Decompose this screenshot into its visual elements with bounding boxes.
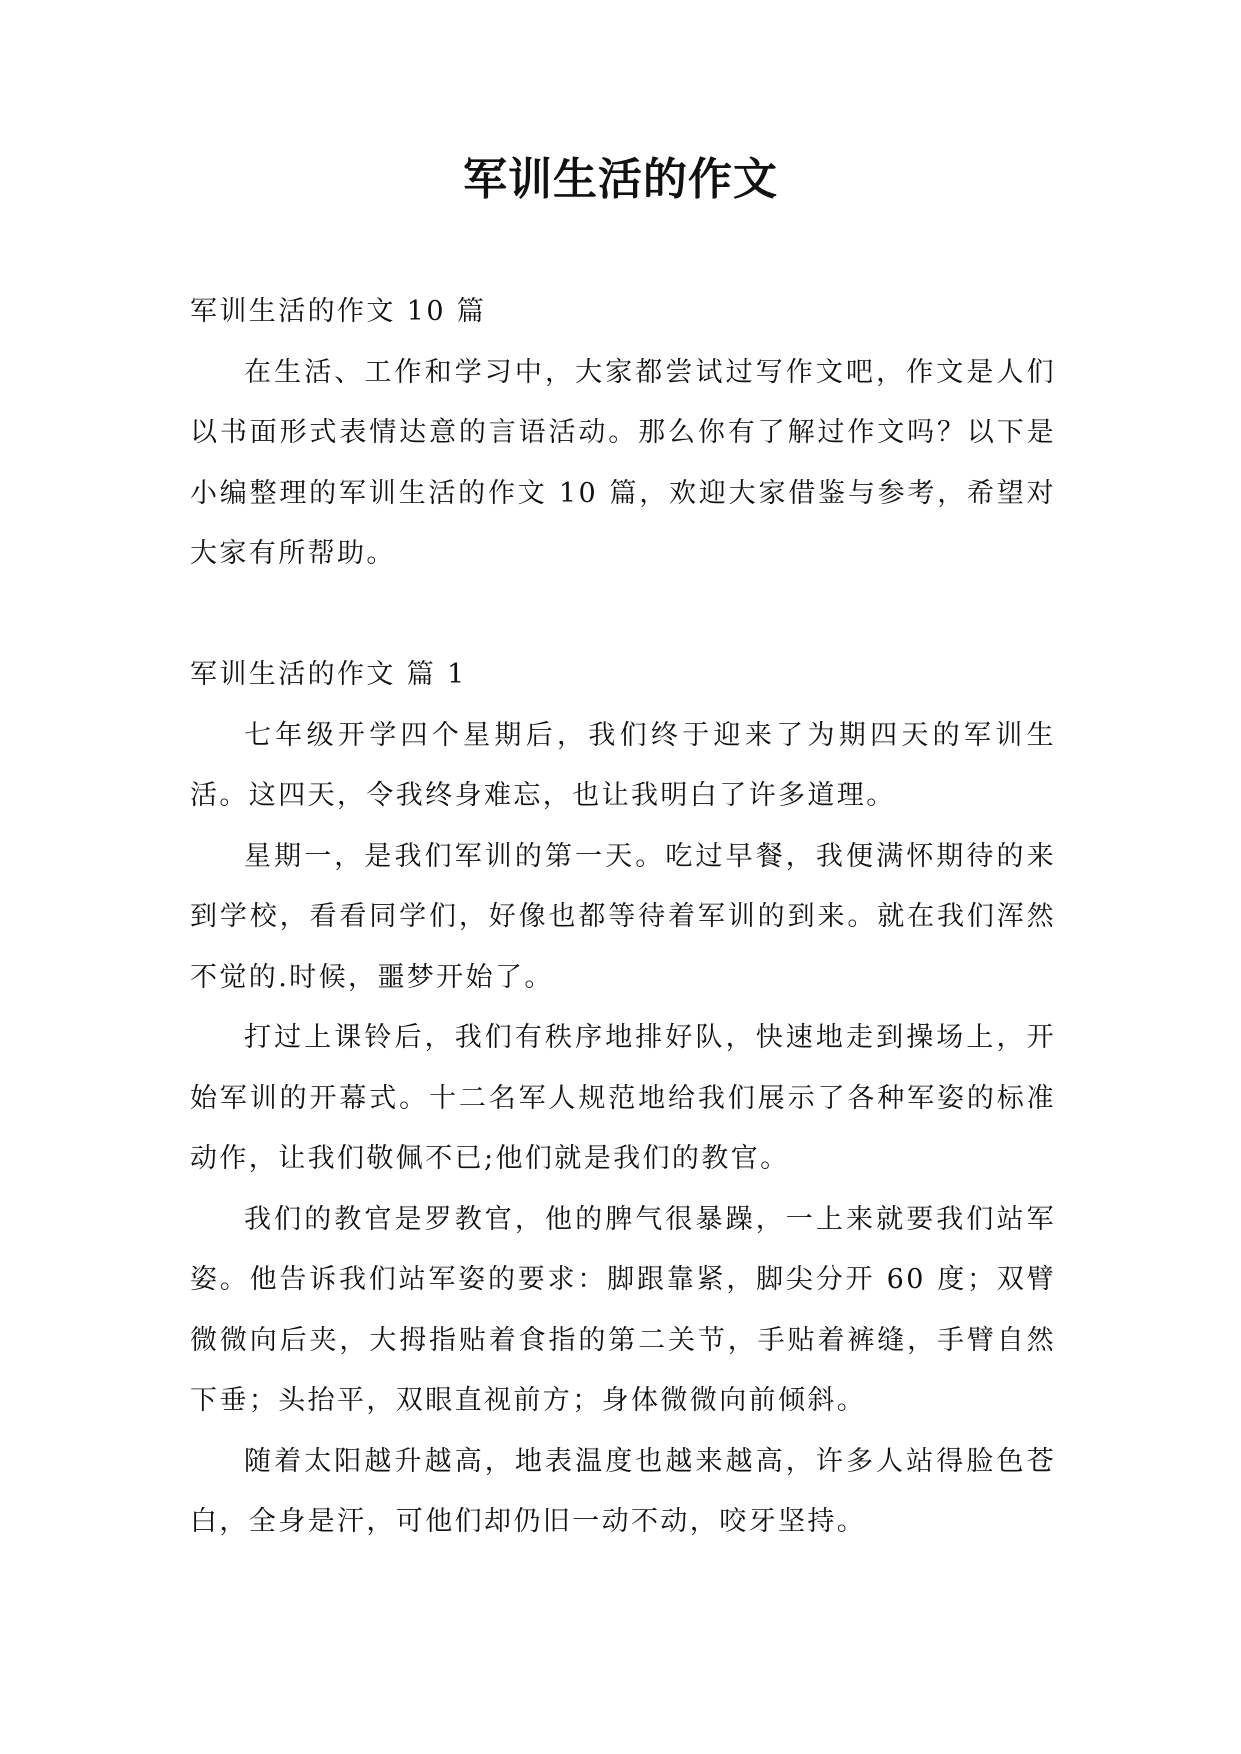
body-paragraph: 打过上课铃后，我们有秩序地排好队，快速地走到操场上，开始军训的开幕式。十二名军人规范地给我们展示了各种军姿的标准动作，让我们敬佩不已;他们就是我们的教官。 [190,1022,1056,1174]
document-title: 军训生活的作文 [463,154,778,205]
body-paragraph: 我们的教官是罗教官，他的脾气很暴躁，一上来就要我们站军姿。他告诉我们站军姿的要求：脚跟靠紧，脚尖分开 60 度；双臂微微向后夹，大拇指贴着食指的第二关节，手贴着裤缝，手臂自然下垂；头抬平，双眼直视前方；身体微微向前倾斜。 [190,1203,1056,1416]
section-heading: 军训生活的作文 篇 1 [190,659,467,690]
body-paragraph: 星期一，是我们军训的第一天。吃过早餐，我便满怀期待的来到学校，看看同学们，好像也都等待着军训的到来。就在我们浑然不觉的.时候，噩梦开始了。 [190,840,1056,993]
body-paragraph: 七年级开学四个星期后，我们终于迎来了为期四天的军训生活。这四天，令我终身难忘，也让我明白了许多道理。 [190,719,1056,811]
intro-paragraph: 在生活、工作和学习中，大家都尝试过写作文吧，作文是人们以书面形式表情达意的言语活动。那么你有了解过作文吗？以下是小编整理的军训生活的作文 10 篇，欢迎大家借鉴与参考，希望对大家有所帮助。 [190,356,1056,569]
document-subtitle: 军训生活的作文 10 篇 [190,296,487,327]
body-paragraph: 随着太阳越升越高，地表温度也越来越高，许多人站得脸色苍白，全身是汗，可他们却仍旧一动不动，咬牙坚持。 [190,1445,1056,1537]
blank-line [190,585,1056,646]
document-body [190,282,1056,1553]
